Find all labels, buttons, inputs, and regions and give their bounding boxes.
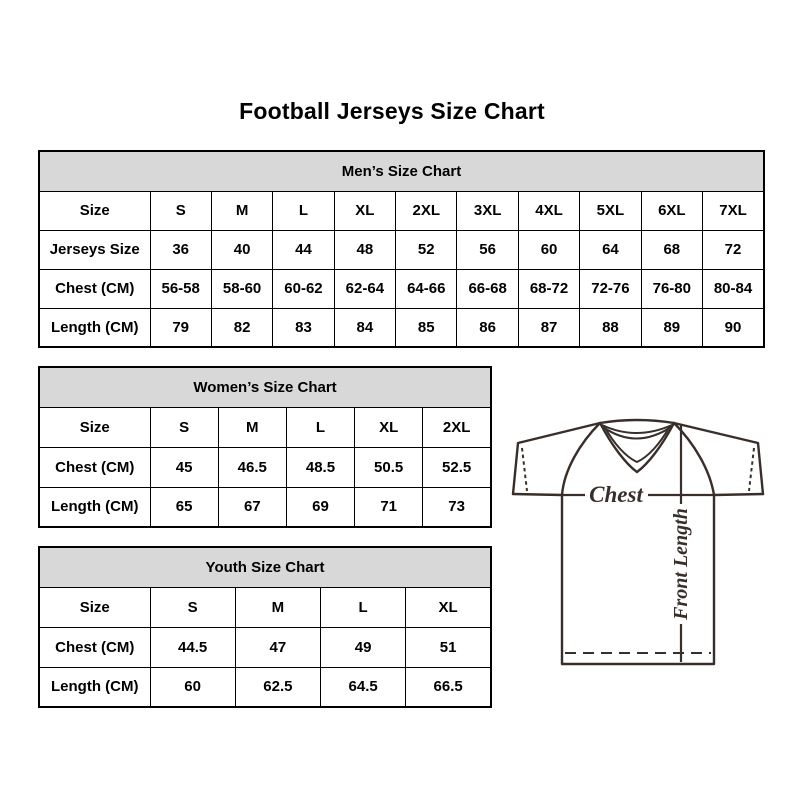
size-value-cell: 69 [286,487,354,527]
size-value-cell: 60 [518,230,579,269]
size-value-cell: 64.5 [321,667,406,707]
size-value-cell: 36 [150,230,211,269]
table-row [39,308,764,347]
row-label: Jerseys Size [39,230,150,269]
jersey-outline-icon [513,420,763,664]
size-value-cell: 76-80 [641,269,702,308]
size-value-cell: 48.5 [286,447,354,487]
womens-chart-header: Women’s Size Chart [39,367,491,407]
page-title: Football Jerseys Size Chart [239,98,545,124]
size-value-cell: 87 [518,308,579,347]
size-value-cell: 66-68 [457,269,518,308]
size-value-cell: 47 [235,627,320,667]
size-value-cell: 85 [396,308,457,347]
size-value-cell: 2XL [423,407,491,447]
mens-size-chart-table [38,150,765,348]
size-value-cell: 64 [580,230,641,269]
size-value-cell: 72-76 [580,269,641,308]
size-value-cell: 60-62 [273,269,334,308]
table-row [39,191,764,230]
size-value-cell: 64-66 [396,269,457,308]
size-value-cell: M [235,587,320,627]
stitch-dashed-lines-icon [522,448,754,653]
size-value-cell: 68 [641,230,702,269]
table-row [39,407,491,447]
row-label: Length (CM) [39,667,150,707]
table-row [39,587,491,627]
womens-size-chart-table [38,366,492,528]
row-label: Size [39,407,150,447]
row-label: Length (CM) [39,487,150,527]
size-value-cell: 46.5 [218,447,286,487]
size-value-cell: 67 [218,487,286,527]
size-value-cell: 44 [273,230,334,269]
size-value-cell: 58-60 [211,269,272,308]
mens-chart-header: Men’s Size Chart [39,151,764,191]
size-value-cell: 90 [703,308,764,347]
youth-size-chart-table [38,546,492,708]
size-value-cell: L [321,587,406,627]
size-value-cell: 56 [457,230,518,269]
size-value-cell: 45 [150,447,218,487]
size-value-cell: 52 [396,230,457,269]
row-label: Chest (CM) [39,269,150,308]
size-value-cell: 68-72 [518,269,579,308]
size-value-cell: XL [406,587,491,627]
size-value-cell: 66.5 [406,667,491,707]
table-row [39,487,491,527]
size-value-cell: 3XL [457,191,518,230]
size-value-cell: XL [355,407,423,447]
row-label: Chest (CM) [39,627,150,667]
size-value-cell: M [211,191,272,230]
size-value-cell: 65 [150,487,218,527]
size-value-cell: 6XL [641,191,702,230]
size-value-cell: 71 [355,487,423,527]
table-row [39,230,764,269]
size-value-cell: L [273,191,334,230]
size-value-cell: 48 [334,230,395,269]
size-value-cell: 62-64 [334,269,395,308]
table-row [39,627,491,667]
size-value-cell: 62.5 [235,667,320,707]
size-value-cell: XL [334,191,395,230]
size-value-cell: 56-58 [150,269,211,308]
size-value-cell: 83 [273,308,334,347]
table-header-row [39,547,491,587]
size-value-cell: 49 [321,627,406,667]
size-value-cell: 60 [150,667,235,707]
row-label: Size [39,587,150,627]
table-header-row [39,151,764,191]
size-value-cell: 40 [211,230,272,269]
size-value-cell: 52.5 [423,447,491,487]
chest-label: Chest [589,482,643,507]
row-label: Size [39,191,150,230]
table-header-row [39,367,491,407]
table-row [39,667,491,707]
size-value-cell: S [150,407,218,447]
size-value-cell: 72 [703,230,764,269]
size-value-cell: 80-84 [703,269,764,308]
size-value-cell: 88 [580,308,641,347]
row-label: Length (CM) [39,308,150,347]
size-value-cell: 84 [334,308,395,347]
size-value-cell: 5XL [580,191,641,230]
size-value-cell: 2XL [396,191,457,230]
size-value-cell: 4XL [518,191,579,230]
row-label: Chest (CM) [39,447,150,487]
jersey-measurement-diagram [500,408,800,700]
size-value-cell: 79 [150,308,211,347]
table-row [39,269,764,308]
size-value-cell: S [150,587,235,627]
table-row [39,447,491,487]
size-value-cell: 89 [641,308,702,347]
size-value-cell: 7XL [703,191,764,230]
size-value-cell: L [286,407,354,447]
size-value-cell: 50.5 [355,447,423,487]
front-length-label: Front Length [670,508,692,620]
size-value-cell: 82 [211,308,272,347]
size-value-cell: S [150,191,211,230]
size-value-cell: 51 [406,627,491,667]
size-value-cell: 86 [457,308,518,347]
size-value-cell: 44.5 [150,627,235,667]
youth-chart-header: Youth Size Chart [39,547,491,587]
size-value-cell: M [218,407,286,447]
size-value-cell: 73 [423,487,491,527]
